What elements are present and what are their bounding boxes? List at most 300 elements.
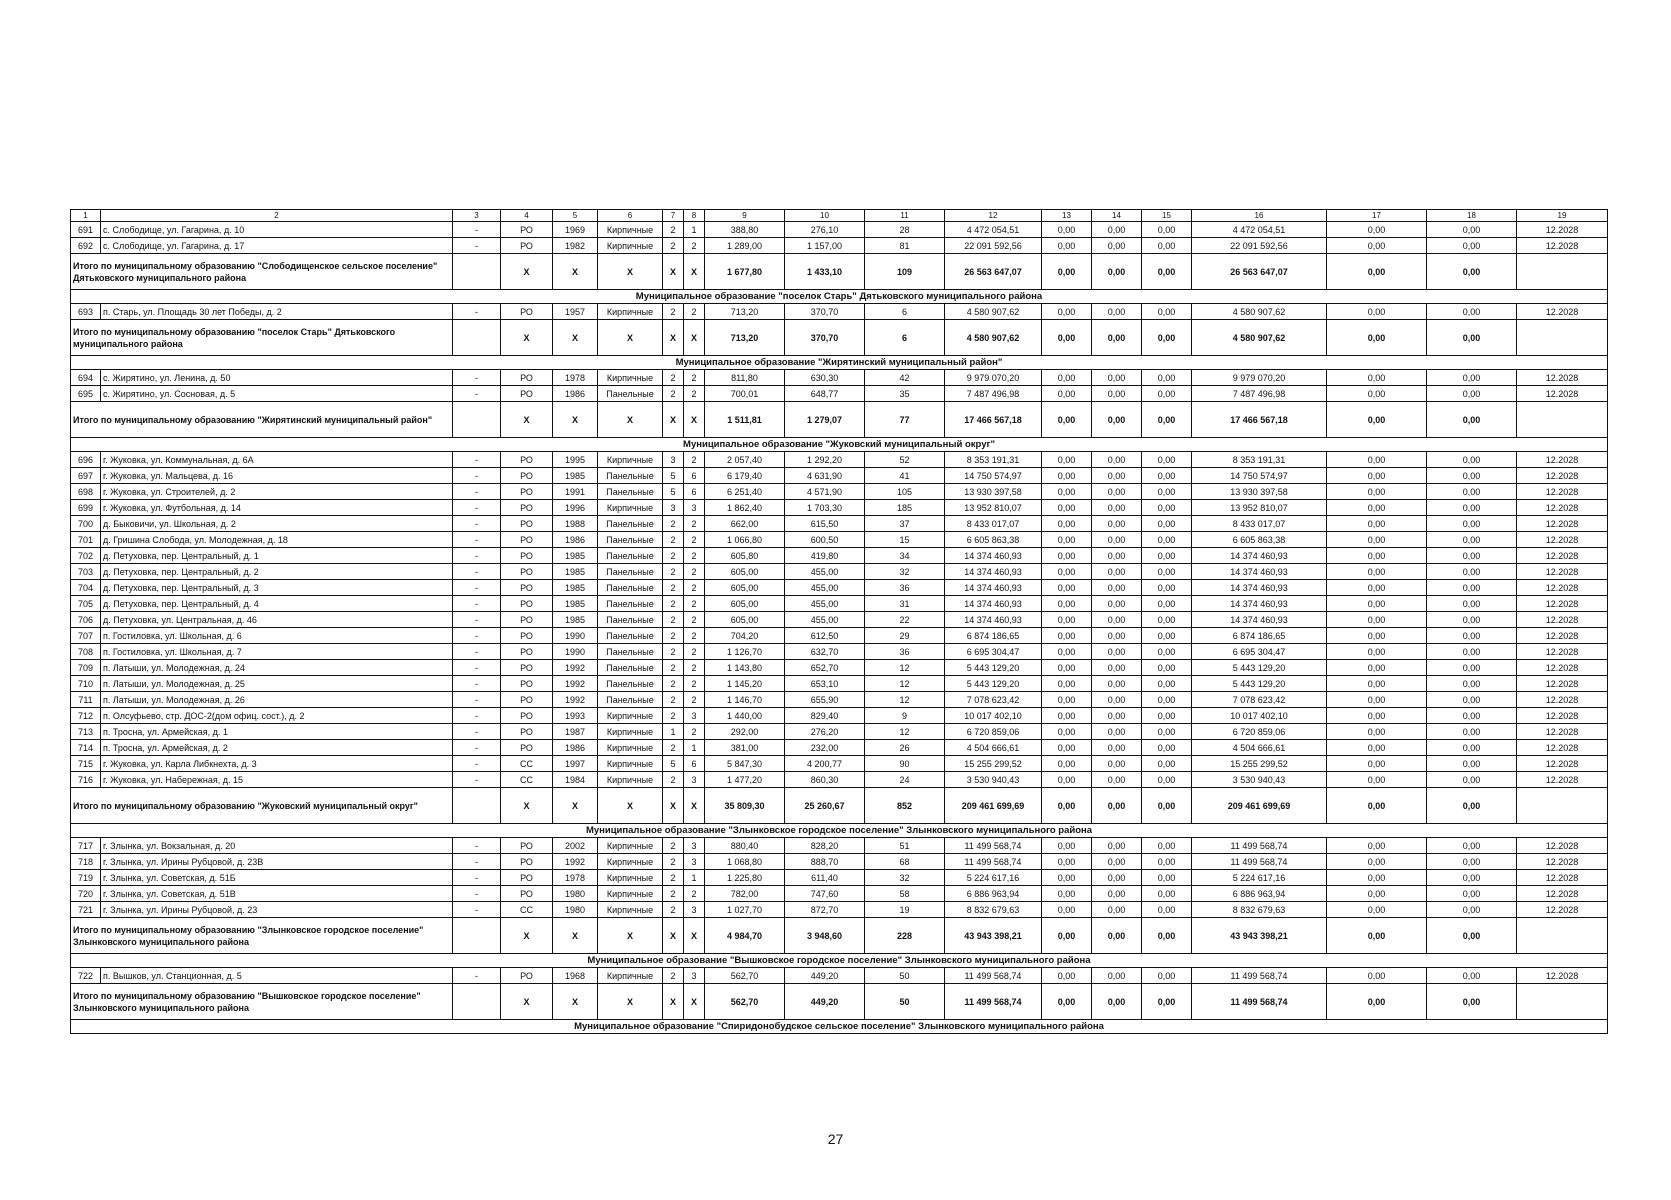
subtotal-cell: 209 461 699,69	[1192, 788, 1327, 824]
table-cell: 12.2028	[1517, 500, 1608, 516]
table-cell: 12.2028	[1517, 902, 1608, 918]
table-cell: 3	[684, 708, 705, 724]
table-cell: 0,00	[1092, 708, 1142, 724]
subtotal-cell: X	[598, 918, 663, 954]
table-cell: 2	[684, 516, 705, 532]
table-cell: 719	[71, 870, 101, 886]
subtotal-cell: 0,00	[1092, 788, 1142, 824]
subtotal-cell: 1 279,07	[785, 402, 865, 438]
table-row	[71, 548, 1608, 564]
table-cell: 6 695 304,47	[1192, 644, 1327, 660]
column-number-cell: 19	[1517, 210, 1608, 222]
table-cell: 370,70	[785, 304, 865, 320]
table-cell: 2	[663, 676, 684, 692]
table-cell: 32	[865, 564, 945, 580]
address-cell: п. Тросна, ул. Армейская, д. 1	[101, 724, 453, 740]
table-cell: 455,00	[785, 596, 865, 612]
table-cell: Панельные	[598, 532, 663, 548]
table-cell: 0,00	[1327, 468, 1427, 484]
subtotal-cell: X	[553, 254, 598, 290]
table-cell: 0,00	[1142, 870, 1192, 886]
table-cell: 0,00	[1142, 708, 1192, 724]
table-cell: -	[453, 692, 501, 708]
table-cell: 0,00	[1042, 304, 1092, 320]
table-cell: 1985	[553, 596, 598, 612]
table-cell: 0,00	[1327, 452, 1427, 468]
table-cell: 3	[663, 500, 684, 516]
section-title: Муниципальное образование "Вышковское городское поселение" Злынковского муниципального района	[71, 954, 1608, 968]
table-cell: 0,00	[1427, 564, 1517, 580]
table-cell: 0,00	[1092, 532, 1142, 548]
table-cell: 36	[865, 580, 945, 596]
column-number-cell: 16	[1192, 210, 1327, 222]
column-number-cell: 15	[1142, 210, 1192, 222]
table-cell: 5 443 129,20	[945, 660, 1042, 676]
table-cell: 0,00	[1142, 484, 1192, 500]
table-cell: 1982	[553, 238, 598, 254]
subtotal-cell: 4 580 907,62	[1192, 320, 1327, 356]
table-cell: 0,00	[1142, 580, 1192, 596]
table-cell: 0,00	[1042, 548, 1092, 564]
table-cell: 605,80	[705, 548, 785, 564]
table-cell: РО	[501, 452, 553, 468]
table-cell: РО	[501, 724, 553, 740]
table-cell: -	[453, 676, 501, 692]
subtotal-cell: 17 466 567,18	[945, 402, 1042, 438]
table-cell: 0,00	[1427, 222, 1517, 238]
table-cell: 3	[684, 838, 705, 854]
table-row	[71, 838, 1608, 854]
table-cell: Кирпичные	[598, 968, 663, 984]
table-cell: 1	[684, 870, 705, 886]
table-row	[71, 724, 1608, 740]
address-cell: п. Латыши, ул. Молодежная, д. 24	[101, 660, 453, 676]
table-cell: 2	[684, 386, 705, 402]
table-cell: 1 066,80	[705, 532, 785, 548]
table-cell: РО	[501, 612, 553, 628]
table-cell: 6 874 186,65	[945, 628, 1042, 644]
table-cell: 2	[663, 692, 684, 708]
table-cell: 4 472 054,51	[1192, 222, 1327, 238]
table-cell: 2	[684, 452, 705, 468]
table-cell: 1986	[553, 740, 598, 756]
table-cell: РО	[501, 886, 553, 902]
table-cell: 702	[71, 548, 101, 564]
subtotal-cell: 25 260,67	[785, 788, 865, 824]
table-cell: 811,80	[705, 370, 785, 386]
table-cell: 716	[71, 772, 101, 788]
table-cell: 0,00	[1092, 612, 1142, 628]
table-cell: 0,00	[1427, 644, 1517, 660]
subtotal-cell: 0,00	[1142, 918, 1192, 954]
table-cell: 1985	[553, 564, 598, 580]
table-cell: 691	[71, 222, 101, 238]
table-cell: 0,00	[1427, 580, 1517, 596]
table-cell: Панельные	[598, 484, 663, 500]
table-cell: Кирпичные	[598, 238, 663, 254]
table-cell: 703	[71, 564, 101, 580]
table-cell: 1 225,80	[705, 870, 785, 886]
table-cell: 0,00	[1092, 886, 1142, 902]
table-cell: 0,00	[1327, 238, 1427, 254]
table-cell: 12.2028	[1517, 612, 1608, 628]
address-cell: д. Петуховка, пер. Центральный, д. 1	[101, 548, 453, 564]
table-cell: 0,00	[1327, 676, 1427, 692]
address-cell: д. Быковичи, ул. Школьная, д. 2	[101, 516, 453, 532]
table-cell: 0,00	[1142, 660, 1192, 676]
table-cell: 0,00	[1327, 628, 1427, 644]
table-cell: 3	[684, 854, 705, 870]
table-cell: 0,00	[1042, 838, 1092, 854]
table-cell: 1985	[553, 548, 598, 564]
table-cell: 0,00	[1092, 724, 1142, 740]
table-cell: 1992	[553, 854, 598, 870]
table-cell: 1 440,00	[705, 708, 785, 724]
table-row	[71, 628, 1608, 644]
table-cell: 0,00	[1427, 870, 1517, 886]
table-cell: 0,00	[1142, 468, 1192, 484]
table-row	[71, 708, 1608, 724]
table-cell: 12.2028	[1517, 596, 1608, 612]
address-cell: г. Злынка, ул. Вокзальная, д. 20	[101, 838, 453, 854]
table-cell: Кирпичные	[598, 370, 663, 386]
subtotal-cell: 0,00	[1327, 320, 1427, 356]
table-cell: 2	[663, 838, 684, 854]
table-cell: 9 979 070,20	[945, 370, 1042, 386]
table-cell: 11 499 568,74	[945, 854, 1042, 870]
table-cell: 652,70	[785, 660, 865, 676]
subtotal-cell: 1 677,80	[705, 254, 785, 290]
subtotal-cell: 109	[865, 254, 945, 290]
address-cell: с. Слободище, ул. Гагарина, д. 10	[101, 222, 453, 238]
subtotal-cell: 26 563 647,07	[1192, 254, 1327, 290]
table-cell: 12.2028	[1517, 222, 1608, 238]
table-cell: 0,00	[1327, 772, 1427, 788]
subtotal-cell: 6	[865, 320, 945, 356]
table-cell: 0,00	[1042, 968, 1092, 984]
table-cell: 632,70	[785, 644, 865, 660]
table-cell: 615,50	[785, 516, 865, 532]
table-cell: 1985	[553, 612, 598, 628]
table-cell: 0,00	[1427, 740, 1517, 756]
table-cell: 2	[684, 724, 705, 740]
table-cell: 12	[865, 676, 945, 692]
table-cell: 6	[684, 484, 705, 500]
table-cell: 11 499 568,74	[945, 838, 1042, 854]
table-cell: 0,00	[1327, 596, 1427, 612]
table-cell: 14 374 460,93	[1192, 548, 1327, 564]
column-number-cell: 3	[453, 210, 501, 222]
table-cell: 2	[663, 222, 684, 238]
table-cell: 872,70	[785, 902, 865, 918]
table-cell: 860,30	[785, 772, 865, 788]
table-cell: 5 443 129,20	[945, 676, 1042, 692]
table-cell: 5	[663, 756, 684, 772]
table-cell: 14 374 460,93	[1192, 596, 1327, 612]
subtotal-cell	[453, 984, 501, 1020]
table-cell: 714	[71, 740, 101, 756]
column-number-cell: 14	[1092, 210, 1142, 222]
table-cell: 0,00	[1327, 740, 1427, 756]
table-cell: РО	[501, 838, 553, 854]
table-row	[71, 468, 1608, 484]
subtotal-cell: X	[663, 320, 684, 356]
section-header-row	[71, 290, 1608, 304]
table-cell: 0,00	[1142, 612, 1192, 628]
table-cell: 0,00	[1092, 386, 1142, 402]
table-cell: 14 374 460,93	[1192, 564, 1327, 580]
table-cell: 2	[684, 612, 705, 628]
table-cell: 705	[71, 596, 101, 612]
table-cell: 0,00	[1327, 222, 1427, 238]
table-cell: 52	[865, 452, 945, 468]
subtotal-cell	[453, 254, 501, 290]
table-cell: 713,20	[705, 304, 785, 320]
table-cell: 0,00	[1427, 724, 1517, 740]
table-cell: 0,00	[1142, 238, 1192, 254]
table-cell: 2 057,40	[705, 452, 785, 468]
table-cell: 2	[663, 708, 684, 724]
table-cell: 0,00	[1142, 968, 1192, 984]
table-cell: 1 292,20	[785, 452, 865, 468]
table-row	[71, 692, 1608, 708]
table-cell: 696	[71, 452, 101, 468]
table-cell: Панельные	[598, 692, 663, 708]
table-cell: 2	[663, 238, 684, 254]
column-number-row	[71, 210, 1608, 222]
table-cell: Кирпичные	[598, 708, 663, 724]
table-cell: 2	[684, 532, 705, 548]
table-cell: 0,00	[1427, 468, 1517, 484]
table-cell: Панельные	[598, 580, 663, 596]
table-cell: 0,00	[1327, 500, 1427, 516]
table-cell: 1986	[553, 386, 598, 402]
table-cell: 0,00	[1142, 902, 1192, 918]
table-cell: 1992	[553, 676, 598, 692]
table-cell: 0,00	[1042, 708, 1092, 724]
subtotal-cell: X	[553, 918, 598, 954]
address-cell: г. Жуковка, ул. Футбольная, д. 14	[101, 500, 453, 516]
table-cell: 4 580 907,62	[945, 304, 1042, 320]
table-row	[71, 772, 1608, 788]
table-cell: 0,00	[1092, 452, 1142, 468]
address-cell: д. Петуховка, пер. Центральный, д. 4	[101, 596, 453, 612]
table-cell: 8 353 191,31	[945, 452, 1042, 468]
table-cell: РО	[501, 370, 553, 386]
table-cell: 12.2028	[1517, 370, 1608, 386]
subtotal-cell: X	[598, 254, 663, 290]
subtotal-cell: 0,00	[1327, 254, 1427, 290]
column-number-cell: 13	[1042, 210, 1092, 222]
table-cell: 4 504 666,61	[945, 740, 1042, 756]
table-cell: 0,00	[1042, 772, 1092, 788]
table-cell: РО	[501, 596, 553, 612]
subtotal-cell: X	[663, 254, 684, 290]
table-cell: 2002	[553, 838, 598, 854]
table-cell: 8 832 679,63	[945, 902, 1042, 918]
table-cell: 1990	[553, 628, 598, 644]
table-cell: РО	[501, 580, 553, 596]
table-row	[71, 500, 1608, 516]
table-cell: 0,00	[1327, 708, 1427, 724]
column-number-cell: 18	[1427, 210, 1517, 222]
address-cell: п. Олсуфьево, стр. ДОС-2(дом офиц. сост.), д. 2	[101, 708, 453, 724]
table-cell: 3 530 940,43	[945, 772, 1042, 788]
subtotal-cell: 713,20	[705, 320, 785, 356]
table-cell: 14 374 460,93	[1192, 580, 1327, 596]
table-cell: 5 443 129,20	[1192, 676, 1327, 692]
table-cell: 0,00	[1142, 886, 1192, 902]
subtotal-cell: 0,00	[1427, 788, 1517, 824]
table-row	[71, 644, 1608, 660]
table-cell: -	[453, 516, 501, 532]
table-cell: 7 487 496,98	[1192, 386, 1327, 402]
table-cell: 26	[865, 740, 945, 756]
address-cell: г. Жуковка, ул. Карла Либкнехта, д. 3	[101, 756, 453, 772]
table-cell: РО	[501, 870, 553, 886]
table-cell: 605,00	[705, 596, 785, 612]
table-cell: 12.2028	[1517, 968, 1608, 984]
subtotal-label: Итого по муниципальному образованию "Жуковский муниципальный округ"	[71, 788, 453, 824]
table-cell: 12	[865, 724, 945, 740]
table-cell: 1993	[553, 708, 598, 724]
table-cell: 12.2028	[1517, 516, 1608, 532]
table-row	[71, 386, 1608, 402]
table-cell: 782,00	[705, 886, 785, 902]
subtotal-cell: 0,00	[1327, 918, 1427, 954]
subtotal-cell: 0,00	[1092, 320, 1142, 356]
table-cell: 0,00	[1142, 676, 1192, 692]
table-cell: 4 631,90	[785, 468, 865, 484]
table-cell: 1996	[553, 500, 598, 516]
table-cell: 0,00	[1142, 386, 1192, 402]
table-cell: 709	[71, 660, 101, 676]
table-cell: 0,00	[1327, 854, 1427, 870]
subtotal-cell	[1517, 984, 1608, 1020]
table-cell: 0,00	[1092, 854, 1142, 870]
table-cell: 5 443 129,20	[1192, 660, 1327, 676]
table-cell: 2	[684, 548, 705, 564]
table-cell: 0,00	[1142, 740, 1192, 756]
table-cell: 700,01	[705, 386, 785, 402]
table-cell: 12.2028	[1517, 532, 1608, 548]
table-cell: -	[453, 580, 501, 596]
table-cell: 276,10	[785, 222, 865, 238]
table-cell: 0,00	[1427, 304, 1517, 320]
table-cell: 0,00	[1092, 756, 1142, 772]
subtotal-row	[71, 918, 1608, 954]
table-cell: 13 952 810,07	[1192, 500, 1327, 516]
table-cell: 1 146,70	[705, 692, 785, 708]
table-cell: 701	[71, 532, 101, 548]
subtotal-label: Итого по муниципальному образованию "Слободищенское сельское поселение" Дятьковского муниципального района	[71, 254, 453, 290]
table-cell: 8 353 191,31	[1192, 452, 1327, 468]
subtotal-cell: 562,70	[705, 984, 785, 1020]
table-cell: 0,00	[1042, 692, 1092, 708]
table-cell: 0,00	[1427, 838, 1517, 854]
subtotal-cell: 43 943 398,21	[945, 918, 1042, 954]
table-cell: 711	[71, 692, 101, 708]
address-cell: п. Гостиловка, ул. Школьная, д. 7	[101, 644, 453, 660]
table-cell: 1 703,30	[785, 500, 865, 516]
table-cell: 6	[865, 304, 945, 320]
table-cell: 698	[71, 484, 101, 500]
address-cell: с. Жирятино, ул. Ленина, д. 50	[101, 370, 453, 386]
table-cell: 32	[865, 870, 945, 886]
table-cell: 4 504 666,61	[1192, 740, 1327, 756]
table-cell: 0,00	[1327, 870, 1427, 886]
section-header-row	[71, 824, 1608, 838]
table-cell: 2	[663, 886, 684, 902]
table-cell: 2	[663, 644, 684, 660]
section-title: Муниципальное образование "Жуковский муниципальный округ"	[71, 438, 1608, 452]
table-cell: -	[453, 772, 501, 788]
subtotal-cell: 370,70	[785, 320, 865, 356]
table-cell: 10 017 402,10	[945, 708, 1042, 724]
table-cell: 292,00	[705, 724, 785, 740]
table-cell: 0,00	[1427, 484, 1517, 500]
table-cell: 717	[71, 838, 101, 854]
subtotal-cell	[453, 918, 501, 954]
table-cell: 14 374 460,93	[945, 612, 1042, 628]
table-cell: 605,00	[705, 612, 785, 628]
table-cell: Кирпичные	[598, 902, 663, 918]
subtotal-row	[71, 320, 1608, 356]
table-cell: -	[453, 886, 501, 902]
table-cell: -	[453, 238, 501, 254]
subtotal-cell: 209 461 699,69	[945, 788, 1042, 824]
table-cell: 24	[865, 772, 945, 788]
table-cell: 0,00	[1142, 500, 1192, 516]
subtotal-cell: 0,00	[1042, 918, 1092, 954]
table-cell: РО	[501, 644, 553, 660]
table-cell: -	[453, 838, 501, 854]
subtotal-cell: 0,00	[1042, 254, 1092, 290]
address-cell: д. Гришина Слобода, ул. Молодежная, д. 18	[101, 532, 453, 548]
table-cell: 1957	[553, 304, 598, 320]
table-cell: 7 078 623,42	[945, 692, 1042, 708]
table-cell: 0,00	[1427, 628, 1517, 644]
subtotal-cell: 0,00	[1042, 788, 1092, 824]
table-cell: 2	[684, 304, 705, 320]
table-cell: Панельные	[598, 564, 663, 580]
table-cell: 0,00	[1327, 548, 1427, 564]
table-cell: 28	[865, 222, 945, 238]
table-cell: 0,00	[1142, 516, 1192, 532]
table-cell: 68	[865, 854, 945, 870]
subtotal-cell: 0,00	[1142, 984, 1192, 1020]
table-cell: 1 027,70	[705, 902, 785, 918]
table-cell: 3	[663, 452, 684, 468]
table-cell: 1985	[553, 580, 598, 596]
table-cell: 0,00	[1427, 902, 1517, 918]
table-cell: 0,00	[1142, 628, 1192, 644]
table-cell: Панельные	[598, 386, 663, 402]
table-cell: 2	[663, 580, 684, 596]
table-cell: 605,00	[705, 564, 785, 580]
table-cell: 19	[865, 902, 945, 918]
subtotal-cell: X	[501, 254, 553, 290]
table-cell: 6 695 304,47	[945, 644, 1042, 660]
table-cell: 0,00	[1042, 564, 1092, 580]
table-cell: 0,00	[1327, 564, 1427, 580]
table-cell: 2	[684, 660, 705, 676]
table-cell: 8 832 679,63	[1192, 902, 1327, 918]
table-cell: 455,00	[785, 564, 865, 580]
table-cell: 0,00	[1327, 484, 1427, 500]
table-cell: РО	[501, 676, 553, 692]
table-cell: РО	[501, 304, 553, 320]
